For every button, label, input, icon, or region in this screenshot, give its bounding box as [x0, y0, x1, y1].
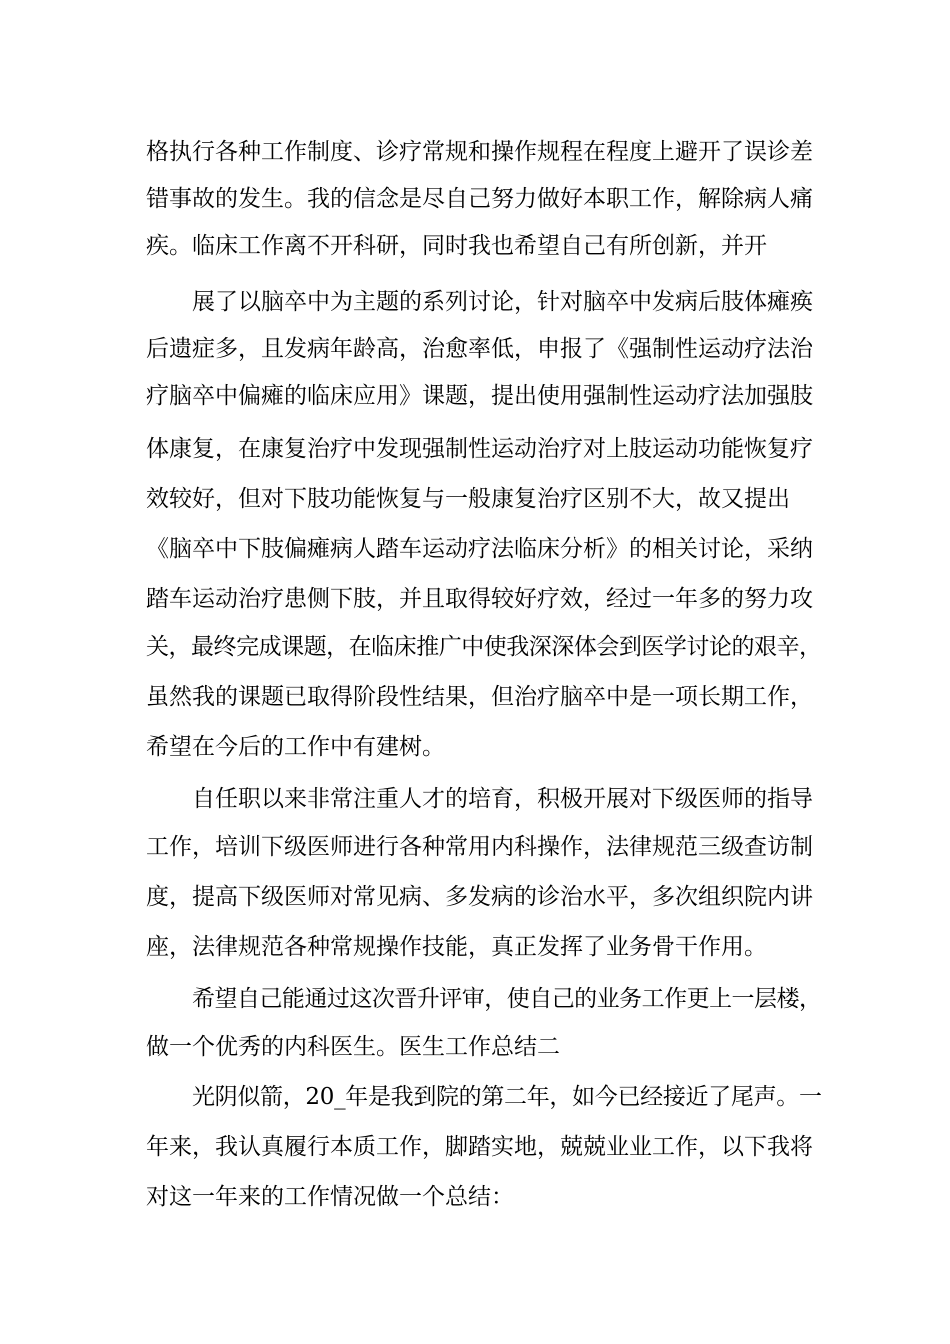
text-line — [0, 1023, 950, 1071]
text-line — [0, 128, 950, 176]
line-text: 工作，培训下级医师进行各种常用内科操作，法律规范三级查访制 — [146, 834, 813, 860]
line-text: 《脑卒中下肢偏瘫病人踏车运动疗法临床分析》的相关讨论，采纳 — [146, 536, 813, 562]
text-line — [0, 425, 950, 473]
text-line — [0, 1073, 950, 1121]
line-text: 格执行各种工作制度、诊疗常规和操作规程在程度上避开了误诊差 — [146, 139, 813, 165]
text-line — [0, 873, 950, 921]
line-text: 踏车运动治疗患侧下肢，并且取得较好疗效，经过一年多的努力攻 — [146, 586, 813, 612]
line-text: 体康复，在康复治疗中发现强制性运动治疗对上肢运动功能恢复疗 — [146, 436, 813, 462]
text-line — [0, 1173, 950, 1221]
line-text: 做一个优秀的内科医生。医生工作总结二 — [146, 1034, 560, 1060]
text-line — [0, 975, 950, 1023]
line-text: 后遗症多，且发病年龄高，治愈率低，申报了《强制性运动疗法治 — [146, 336, 813, 362]
text-line — [0, 475, 950, 523]
line-text: 关，最终完成课题，在临床推广中使我深深体会到医学讨论的艰辛， — [146, 634, 822, 660]
text-line — [0, 175, 950, 223]
line-text: 疾。临床工作离不开科研，同时我也希望自己有所创新，并开 — [146, 233, 767, 259]
text-line — [0, 923, 950, 971]
line-text: 度，提高下级医师对常见病、多发病的诊治水平，多次组织院内讲 — [146, 884, 813, 910]
text-line — [0, 575, 950, 623]
text-line — [0, 723, 950, 771]
line-text: 自任职以来非常注重人才的培育，积极开展对下级医师的指导 — [192, 786, 813, 812]
line-text: 座，法律规范各种常规操作技能，真正发挥了业务骨干作用。 — [146, 934, 767, 960]
text-line — [0, 325, 950, 373]
text-line — [0, 222, 950, 270]
line-text: 希望在今后的工作中有建树。 — [146, 734, 445, 760]
text-line — [0, 372, 950, 420]
line-text: 展了以脑卒中为主题的系列讨论，针对脑卒中发病后肢体瘫痪 — [192, 289, 813, 315]
line-text: 希望自己能通过这次晋升评审，使自己的业务工作更上一层楼， — [192, 986, 822, 1012]
line-text: 错事故的发生。我的信念是尽自己努力做好本职工作，解除病人痛 — [146, 186, 813, 212]
text-line — [0, 525, 950, 573]
text-line — [0, 823, 950, 871]
line-text: 效较好，但对下肢功能恢复与一般康复治疗区别不大，故又提出 — [146, 486, 790, 512]
line-text: 疗脑卒中偏瘫的临床应用》课题，提出使用强制性运动疗法加强肢 — [146, 383, 813, 409]
text-line — [0, 623, 950, 671]
text-line — [0, 278, 950, 326]
line-text: 年来，我认真履行本质工作，脚踏实地，兢兢业业工作，以下我将 — [146, 1134, 813, 1160]
line-text: 光阴似箭，20_年是我到院的第二年，如今已经接近了尾声。一 — [192, 1084, 822, 1110]
text-line — [0, 775, 950, 823]
line-text: 对这一年来的工作情况做一个总结： — [146, 1184, 514, 1210]
text-line — [0, 1123, 950, 1171]
line-text: 虽然我的课题已取得阶段性结果，但治疗脑卒中是一项长期工作， — [146, 684, 813, 710]
text-line — [0, 673, 950, 721]
